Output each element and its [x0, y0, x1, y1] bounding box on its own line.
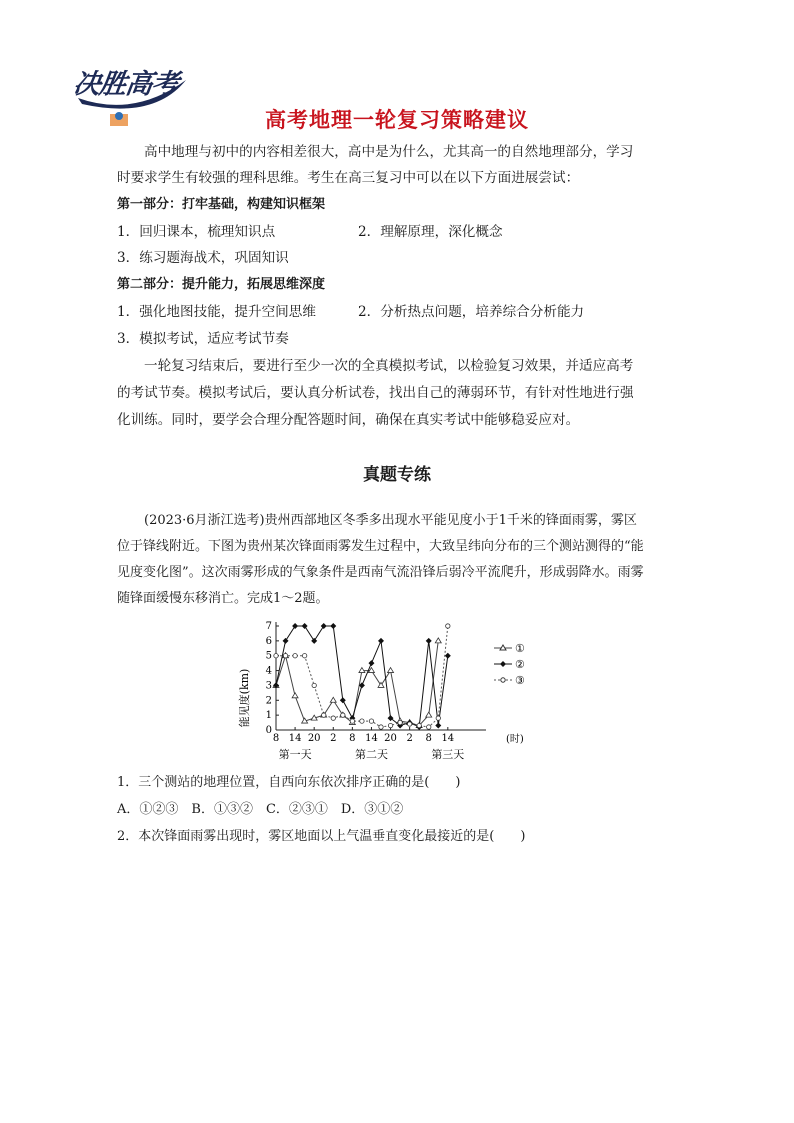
y-tick-label: 0 [265, 725, 272, 736]
chart-series [273, 623, 451, 730]
series-2-point [283, 638, 289, 644]
series-line-3 [276, 626, 448, 727]
series-1-point [426, 712, 432, 717]
day-label: 第二天 [354, 748, 388, 761]
series-line-2 [276, 626, 448, 727]
series-1-point [388, 668, 394, 673]
series-3-point [388, 723, 392, 727]
day-label: 第三天 [431, 748, 465, 761]
para-line-1: 一轮复习结束后，要进行至少一次的全真模拟考试，以检验复习效果，并适应高考 [144, 358, 634, 374]
series-2-point [368, 660, 374, 666]
x-tick-label: 14 [288, 733, 302, 744]
series-2-point [311, 638, 317, 644]
y-tick-label: 1 [265, 710, 272, 722]
question-1: 1．三个测站的地理位置，自西向东依次排序正确的是( ) [117, 775, 461, 790]
chart-xunit: (时) [506, 734, 524, 745]
intro-line-2: 时要求学生有较强的理科思维。考生在高三复习中可以在以下方面进展尝试： [117, 170, 580, 186]
series-1-point [435, 638, 441, 643]
part1-item-2: 2．理解原理，深化概念 [358, 224, 503, 240]
para-line-3: 化训练。同时，要学会合理分配答题时间，确保在真实考试中能够稳妥应对。 [117, 412, 580, 428]
question-2: 2．本次锋面雨雾出现时，雾区地面以上气温垂直变化最接近的是( ) [117, 829, 526, 844]
y-tick-label: 4 [265, 665, 272, 677]
legend-label-1: ① [515, 642, 525, 655]
series-3-point [322, 713, 326, 717]
series-2-point [445, 653, 451, 659]
question-intro-1: (2023·6月浙江选考)贵州西部地区冬季多出现水平能见度小于1千米的锋面雨雾，雾区 [144, 513, 637, 528]
part2-heading: 第二部分：提升能力，拓展思维深度 [117, 277, 326, 292]
series-2-point [330, 623, 336, 629]
page-title: 高考地理一轮复习策略建议 [265, 108, 529, 132]
series-line-1 [276, 641, 438, 726]
series-3-point [398, 720, 402, 724]
chart-legend [494, 642, 525, 687]
y-tick-label: 5 [265, 650, 272, 662]
x-tick-label: 2 [330, 733, 337, 744]
series-1-point [378, 682, 384, 687]
logo-text: 决胜高考 [71, 69, 180, 100]
part1-item-3: 3．练习题海战术，巩固知识 [117, 250, 289, 266]
series-3-point [446, 624, 450, 628]
series-2-point [340, 697, 346, 703]
section-title: 真题专练 [363, 465, 431, 485]
x-tick-label: 14 [441, 733, 455, 744]
part1-heading: 第一部分：打牢基础，构建知识框架 [117, 197, 326, 212]
chart-ylabel: 能见度(km) [238, 668, 251, 728]
series-3-point [341, 713, 345, 717]
series-2-point [321, 623, 327, 629]
part2-item-1: 1．强化地图技能，提升空间思维 [117, 304, 316, 320]
series-3-point [379, 725, 383, 729]
series-2-point [292, 623, 298, 629]
day-label: 第一天 [278, 748, 312, 761]
intro-line-1: 高中地理与初中的内容相差很大，高中是为什么，尤其高一的自然地理部分，学习 [144, 144, 634, 160]
x-tick-label: 8 [272, 733, 280, 744]
series-3-point [417, 723, 421, 727]
series-2-point [435, 723, 441, 729]
series-3-point [427, 725, 431, 729]
series-3-point [407, 722, 411, 726]
x-tick-label: 8 [349, 733, 356, 744]
x-tick-label: 8 [425, 733, 432, 744]
series-3-point [436, 716, 440, 720]
series-3-point [312, 683, 316, 687]
visibility-chart [236, 618, 536, 770]
series-1-point [292, 693, 298, 698]
series-1-point [359, 668, 365, 673]
series-3-point [302, 654, 306, 658]
chart-axes [266, 621, 486, 761]
y-tick-label: 6 [265, 635, 272, 647]
series-2-point [426, 638, 432, 644]
part2-item-2: 2．分析热点问题，培养综合分析能力 [358, 304, 585, 320]
series-2-point [378, 638, 384, 644]
series-3-point [331, 716, 335, 720]
legend-marker-2 [500, 661, 506, 667]
x-tick-label: 14 [365, 733, 378, 744]
series-1-point [330, 697, 336, 702]
series-3-point [293, 654, 297, 658]
series-3-point [360, 719, 364, 723]
part1-item-1: 1．回归课本，梳理知识点 [117, 224, 276, 240]
series-3-point [283, 654, 287, 658]
series-3-point [350, 719, 354, 723]
legend-marker-3 [501, 678, 505, 682]
y-tick-label: 2 [265, 695, 272, 707]
x-tick-label: 20 [307, 733, 321, 744]
y-tick-label: 7 [265, 621, 272, 632]
question-intro-3: 见度变化图”。这次雨雾形成的气象条件是西南气流沿锋后弱冷平流爬升，形成弱降水。雨雾 [117, 565, 644, 580]
part2-item-3: 3．模拟考试，适应考试节奏 [117, 331, 289, 347]
series-3-point [274, 654, 278, 658]
question-1-options: A．①②③ B．①③② C．②③① D．③①② [117, 802, 404, 817]
x-tick-label: 20 [384, 733, 397, 744]
para-line-2: 的考试节奏。模拟考试后，要认真分析试卷，找出自己的薄弱环节，有针对性地进行强 [117, 385, 634, 401]
y-tick-label: 3 [265, 680, 272, 692]
series-3-point [369, 719, 373, 723]
x-tick-label: 2 [406, 733, 413, 744]
question-intro-2: 位于锋线附近。下图为贵州某次锋面雨雾发生过程中，大致呈纬向分布的三个测站测得的“能 [117, 539, 644, 554]
legend-label-2: ② [515, 658, 525, 671]
legend-label-3: ③ [515, 674, 525, 687]
question-intro-4: 随锋面缓慢东移消亡。完成1～2题。 [117, 591, 329, 606]
series-2-point [302, 623, 308, 629]
